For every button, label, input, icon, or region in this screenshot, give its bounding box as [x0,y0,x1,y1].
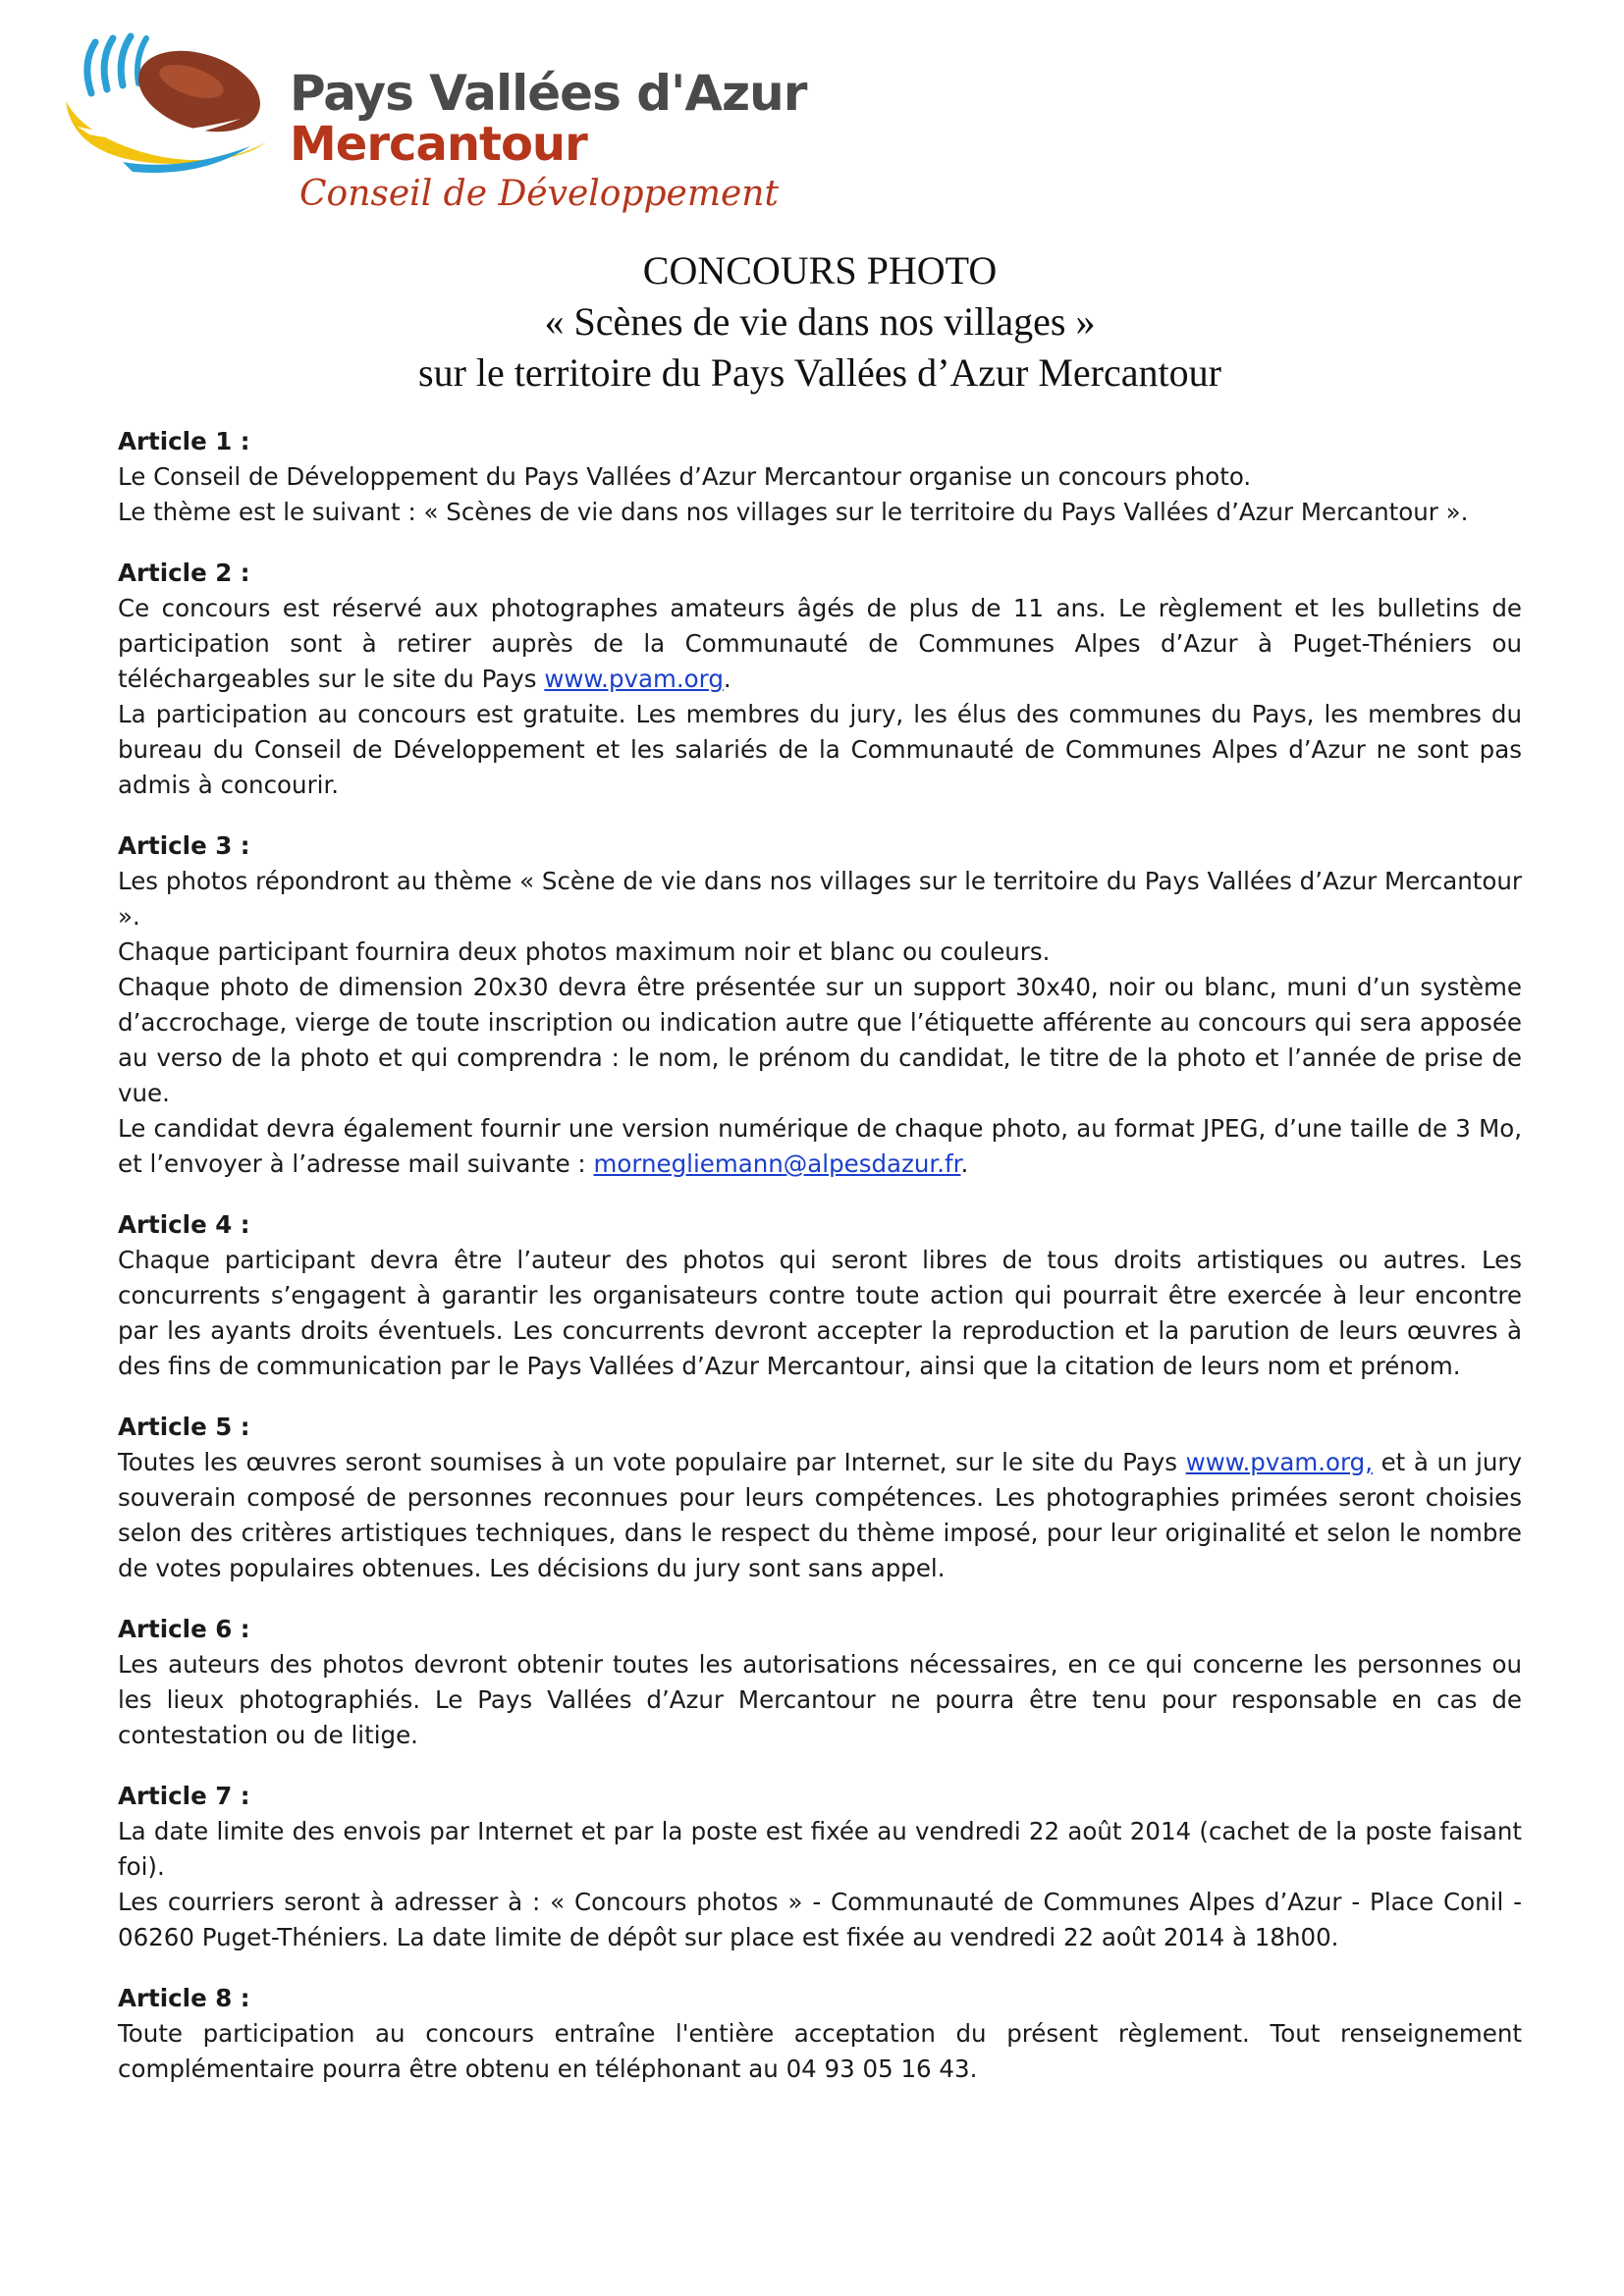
paragraph-text: Toutes les œuvres seront soumises à un vote populaire par Internet, sur le site du Pays [118,1448,1186,1476]
logo-mark-icon [54,25,290,182]
article-paragraph: Toute participation au concours entraîne l'entière acceptation du présent règlement. Tout renseignement complémentaire pourra être obtenu en téléphonant au 04 93 05 16 43. [118,2019,1522,2083]
article-7 [118,1779,1522,1955]
article-paragraph: Les photos répondront au thème « Scène de vie dans nos villages sur le territoire du Pays Vallées d’Azur Mercantour ». [118,867,1522,931]
paragraph-text: . [960,1149,969,1178]
article-heading: Article 8 : [118,1984,250,2012]
article-paragraph: Chaque participant devra être l’auteur des photos qui seront libres de tous droits artistiques ou autres. Les concurrents s’engagent à garantir les organisateurs contre toute action qui pourrait être exercée à leur encontre par les ayants droits éventuels. Les concurrents devront accepter la reproduction et la parution de leurs œuvres à des fins de communication par le Pays Vallées d’Azur Mercantour, ainsi que la citation de leurs nom et prénom. [118,1246,1522,1380]
paragraph-text: . [723,665,731,693]
article-paragraph: Le Conseil de Développement du Pays Vallées d’Azur Mercantour organise un concours photo. [118,462,1252,491]
article-paragraph: Les auteurs des photos devront obtenir toutes les autorisations nécessaires, en ce qui concerne les personnes ou les lieux photographiés. Le Pays Vallées d’Azur Mercantour ne pourra être tenu pour responsable en cas de contestation ou de litige. [118,1650,1522,1749]
article-5 [118,1410,1522,1586]
title-line-2: « Scènes de vie dans nos villages » [544,299,1096,344]
pvam-website-link[interactable]: www.pvam.org [544,665,724,693]
logo-subtitle: Mercantour [290,117,587,172]
article-paragraph [118,1445,1522,1586]
article-heading: Article 7 : [118,1782,250,1810]
article-paragraph: Le thème est le suivant : « Scènes de vie dans nos villages sur le territoire du Pays Vallées d’Azur Mercantour ». [118,498,1469,526]
email-link[interactable]: mornegliemann@alpesdazur.fr [593,1149,961,1178]
article-paragraph: La participation au concours est gratuite. Les membres du jury, les élus des communes du Pays, les membres du bureau du Conseil de Développement et les salariés de la Communauté de Communes Alpes d’Azur ne sont pas admis à concourir. [118,700,1522,799]
paragraph-text: Ce concours est réservé aux photographes amateurs âgés de plus de 11 ans. Le règlement et les bulletins de participation sont à retirer auprès de la Communauté de Communes Alpes d’Azur à Puget-Théniers ou téléchargeables sur le site du Pays [118,594,1522,693]
article-heading: Article 3 : [118,831,250,860]
document-title [118,245,1522,399]
article-heading: Article 5 : [118,1413,250,1441]
rules-content [118,424,1522,2112]
logo [54,25,807,231]
article-paragraph [118,591,1522,697]
article-1 [118,424,1522,530]
article-8 [118,1981,1522,2087]
article-4 [118,1207,1522,1384]
article-heading: Article 4 : [118,1210,250,1239]
title-line-3: sur le territoire du Pays Vallées d’Azur Mercantour [418,350,1221,395]
title-line-1: CONCOURS PHOTO [642,248,998,293]
article-heading: Article 1 : [118,427,250,455]
article-heading: Article 6 : [118,1615,250,1643]
article-paragraph [118,1111,1522,1182]
pvam-website-link[interactable]: www.pvam.org, [1185,1448,1373,1476]
article-paragraph: Chaque participant fournira deux photos maximum noir et blanc ou couleurs. [118,937,1051,966]
logo-tagline: Conseil de Développement [299,174,779,214]
article-paragraph: La date limite des envois par Internet et par la poste est fixée au vendredi 22 août 2014 (cachet de la poste faisant foi). [118,1817,1522,1881]
article-6 [118,1612,1522,1753]
article-paragraph: Les courriers seront à adresser à : « Concours photos » - Communauté de Communes Alpes d’Azur - Place Conil - 06260 Puget-Théniers. La date limite de dépôt sur place est fixée au vendredi 22 août 2014 à 18h00. [118,1888,1522,1951]
article-2 [118,556,1522,803]
logo-title: Pays Vallées d'Azur [290,65,807,122]
article-heading: Article 2 : [118,559,250,587]
paragraph-text: et à un jury souverain composé de personnes reconnues pour leurs compétences. Les photographies primées seront choisies selon des critères artistiques techniques, dans le respect du thème imposé, pour leur originalité et selon le nombre de votes populaires obtenues. Les décisions du jury sont sans appel. [118,1448,1523,1582]
paragraph-text: Le candidat devra également fournir une version numérique de chaque photo, au format JPEG, d’une taille de 3 Mo, et l’envoyer à l’adresse mail suivante : [118,1114,1522,1178]
article-paragraph: Chaque photo de dimension 20x30 devra être présentée sur un support 30x40, noir ou blanc, muni d’un système d’accrochage, vierge de toute inscription ou indication autre que l’étiquette afférente au concours qui sera apposée au verso de la photo et qui comprendra : le nom, le prénom du candidat, le titre de la photo et l’année de prise de vue. [118,973,1522,1107]
article-3 [118,828,1522,1182]
